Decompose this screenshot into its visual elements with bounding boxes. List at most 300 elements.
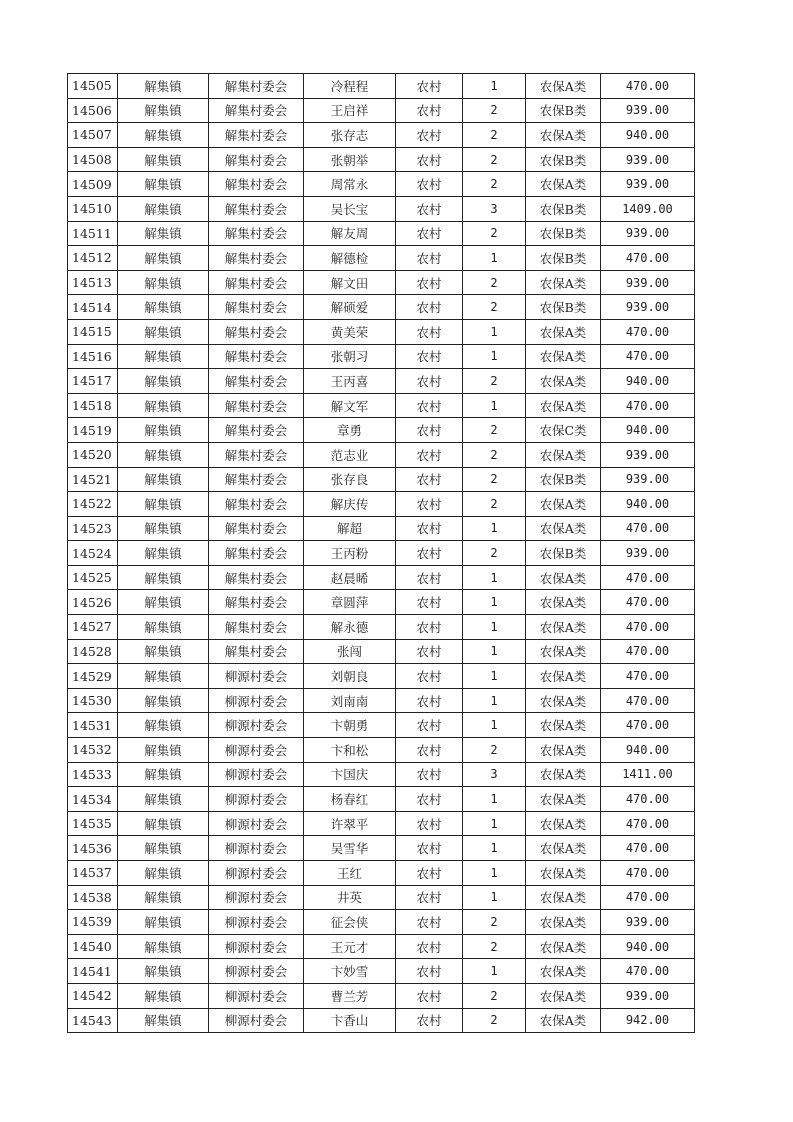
township-cell: 解集镇 [118, 246, 209, 271]
insurance-category-cell: 农保B类 [526, 147, 601, 172]
name-cell: 解超 [304, 516, 396, 541]
area-type-cell: 农村 [396, 467, 463, 492]
township-cell: 解集镇 [118, 885, 209, 910]
table-row [68, 811, 695, 836]
area-type-cell: 农村 [396, 762, 463, 787]
area-type-cell: 农村 [396, 172, 463, 197]
amount-cell: 470.00 [601, 344, 695, 369]
row-id-cell: 14527 [68, 615, 118, 640]
amount-cell: 939.00 [601, 910, 695, 935]
village-committee-cell: 解集村委会 [209, 639, 304, 664]
table-row [68, 344, 695, 369]
row-id-cell: 14542 [68, 983, 118, 1008]
insurance-category-cell: 农保B类 [526, 221, 601, 246]
name-cell: 刘南南 [304, 688, 396, 713]
name-cell: 解庆传 [304, 492, 396, 517]
household-count-cell: 1 [463, 319, 526, 344]
area-type-cell: 农村 [396, 688, 463, 713]
township-cell: 解集镇 [118, 172, 209, 197]
row-id-cell: 14534 [68, 787, 118, 812]
area-type-cell: 农村 [396, 983, 463, 1008]
table-row [68, 836, 695, 861]
name-cell: 范志业 [304, 442, 396, 467]
village-committee-cell: 解集村委会 [209, 541, 304, 566]
township-cell: 解集镇 [118, 98, 209, 123]
amount-cell: 939.00 [601, 442, 695, 467]
insurance-category-cell: 农保A类 [526, 74, 601, 99]
name-cell: 解文军 [304, 393, 396, 418]
row-id-cell: 14536 [68, 836, 118, 861]
row-id-cell: 14521 [68, 467, 118, 492]
village-committee-cell: 解集村委会 [209, 590, 304, 615]
insurance-category-cell: 农保A类 [526, 319, 601, 344]
village-committee-cell: 柳源村委会 [209, 713, 304, 738]
amount-cell: 470.00 [601, 688, 695, 713]
area-type-cell: 农村 [396, 418, 463, 443]
household-count-cell: 1 [463, 664, 526, 689]
area-type-cell: 农村 [396, 713, 463, 738]
village-committee-cell: 柳源村委会 [209, 934, 304, 959]
name-cell: 章圆萍 [304, 590, 396, 615]
row-id-cell: 14537 [68, 861, 118, 886]
row-id-cell: 14508 [68, 147, 118, 172]
household-count-cell: 2 [463, 467, 526, 492]
area-type-cell: 农村 [396, 98, 463, 123]
village-committee-cell: 解集村委会 [209, 467, 304, 492]
insurance-category-cell: 农保A类 [526, 836, 601, 861]
village-committee-cell: 解集村委会 [209, 123, 304, 148]
household-count-cell: 2 [463, 934, 526, 959]
township-cell: 解集镇 [118, 836, 209, 861]
amount-cell: 470.00 [601, 246, 695, 271]
name-cell: 杨春红 [304, 787, 396, 812]
table-row [68, 319, 695, 344]
name-cell: 卞和松 [304, 738, 396, 763]
area-type-cell: 农村 [396, 369, 463, 394]
name-cell: 卞香山 [304, 1008, 396, 1033]
area-type-cell: 农村 [396, 221, 463, 246]
table-row [68, 910, 695, 935]
household-count-cell: 1 [463, 590, 526, 615]
table-row [68, 983, 695, 1008]
household-count-cell: 2 [463, 369, 526, 394]
household-count-cell: 2 [463, 221, 526, 246]
township-cell: 解集镇 [118, 123, 209, 148]
amount-cell: 470.00 [601, 836, 695, 861]
table-row [68, 861, 695, 886]
household-count-cell: 2 [463, 738, 526, 763]
name-cell: 曹兰芳 [304, 983, 396, 1008]
name-cell: 卞朝勇 [304, 713, 396, 738]
row-id-cell: 14510 [68, 196, 118, 221]
table-row [68, 565, 695, 590]
table-row [68, 664, 695, 689]
insurance-category-cell: 农保A类 [526, 1008, 601, 1033]
insurance-category-cell: 农保C类 [526, 418, 601, 443]
amount-cell: 470.00 [601, 885, 695, 910]
household-count-cell: 1 [463, 246, 526, 271]
village-committee-cell: 柳源村委会 [209, 885, 304, 910]
name-cell: 周常永 [304, 172, 396, 197]
village-committee-cell: 解集村委会 [209, 492, 304, 517]
amount-cell: 470.00 [601, 861, 695, 886]
household-count-cell: 1 [463, 836, 526, 861]
table-row [68, 787, 695, 812]
table-row [68, 98, 695, 123]
township-cell: 解集镇 [118, 369, 209, 394]
name-cell: 解文田 [304, 270, 396, 295]
household-count-cell: 3 [463, 196, 526, 221]
row-id-cell: 14528 [68, 639, 118, 664]
insurance-category-cell: 农保A类 [526, 885, 601, 910]
name-cell: 许翠平 [304, 811, 396, 836]
table-body [68, 74, 695, 1033]
village-committee-cell: 柳源村委会 [209, 910, 304, 935]
township-cell: 解集镇 [118, 418, 209, 443]
village-committee-cell: 解集村委会 [209, 344, 304, 369]
row-id-cell: 14533 [68, 762, 118, 787]
amount-cell: 470.00 [601, 811, 695, 836]
table-row [68, 541, 695, 566]
township-cell: 解集镇 [118, 590, 209, 615]
amount-cell: 940.00 [601, 369, 695, 394]
insurance-category-cell: 农保A类 [526, 983, 601, 1008]
area-type-cell: 农村 [396, 541, 463, 566]
township-cell: 解集镇 [118, 344, 209, 369]
village-committee-cell: 解集村委会 [209, 246, 304, 271]
row-id-cell: 14530 [68, 688, 118, 713]
village-committee-cell: 柳源村委会 [209, 762, 304, 787]
insurance-category-cell: 农保A类 [526, 861, 601, 886]
insurance-category-cell: 农保A类 [526, 934, 601, 959]
township-cell: 解集镇 [118, 147, 209, 172]
amount-cell: 939.00 [601, 983, 695, 1008]
row-id-cell: 14516 [68, 344, 118, 369]
table-row [68, 221, 695, 246]
name-cell: 章勇 [304, 418, 396, 443]
township-cell: 解集镇 [118, 861, 209, 886]
household-count-cell: 2 [463, 983, 526, 1008]
row-id-cell: 14520 [68, 442, 118, 467]
household-count-cell: 1 [463, 565, 526, 590]
amount-cell: 940.00 [601, 418, 695, 443]
village-committee-cell: 柳源村委会 [209, 959, 304, 984]
area-type-cell: 农村 [396, 885, 463, 910]
table-row [68, 467, 695, 492]
household-count-cell: 1 [463, 811, 526, 836]
table-row [68, 639, 695, 664]
amount-cell: 939.00 [601, 147, 695, 172]
area-type-cell: 农村 [396, 270, 463, 295]
insurance-category-cell: 农保B类 [526, 98, 601, 123]
name-cell: 征会侠 [304, 910, 396, 935]
table-row [68, 762, 695, 787]
name-cell: 王红 [304, 861, 396, 886]
name-cell: 吴雪华 [304, 836, 396, 861]
village-committee-cell: 解集村委会 [209, 147, 304, 172]
household-count-cell: 2 [463, 172, 526, 197]
name-cell: 解永德 [304, 615, 396, 640]
name-cell: 吴长宝 [304, 196, 396, 221]
amount-cell: 470.00 [601, 319, 695, 344]
row-id-cell: 14540 [68, 934, 118, 959]
insurance-category-cell: 农保A类 [526, 738, 601, 763]
insurance-category-cell: 农保A类 [526, 615, 601, 640]
table-row [68, 713, 695, 738]
insurance-category-cell: 农保B类 [526, 295, 601, 320]
amount-cell: 1411.00 [601, 762, 695, 787]
amount-cell: 470.00 [601, 664, 695, 689]
village-committee-cell: 柳源村委会 [209, 983, 304, 1008]
household-count-cell: 2 [463, 1008, 526, 1033]
table-row [68, 172, 695, 197]
household-count-cell: 1 [463, 516, 526, 541]
area-type-cell: 农村 [396, 861, 463, 886]
name-cell: 解硕爱 [304, 295, 396, 320]
village-committee-cell: 解集村委会 [209, 418, 304, 443]
area-type-cell: 农村 [396, 319, 463, 344]
insurance-category-cell: 农保A类 [526, 959, 601, 984]
area-type-cell: 农村 [396, 442, 463, 467]
row-id-cell: 14541 [68, 959, 118, 984]
township-cell: 解集镇 [118, 541, 209, 566]
household-count-cell: 1 [463, 639, 526, 664]
name-cell: 张朝习 [304, 344, 396, 369]
area-type-cell: 农村 [396, 393, 463, 418]
area-type-cell: 农村 [396, 74, 463, 99]
name-cell: 解德检 [304, 246, 396, 271]
table-row [68, 393, 695, 418]
township-cell: 解集镇 [118, 664, 209, 689]
township-cell: 解集镇 [118, 615, 209, 640]
amount-cell: 939.00 [601, 467, 695, 492]
area-type-cell: 农村 [396, 492, 463, 517]
insurance-category-cell: 农保B类 [526, 196, 601, 221]
township-cell: 解集镇 [118, 713, 209, 738]
name-cell: 张朝举 [304, 147, 396, 172]
village-committee-cell: 柳源村委会 [209, 811, 304, 836]
household-count-cell: 1 [463, 74, 526, 99]
insurance-category-cell: 农保A类 [526, 787, 601, 812]
village-committee-cell: 解集村委会 [209, 196, 304, 221]
name-cell: 张闯 [304, 639, 396, 664]
township-cell: 解集镇 [118, 811, 209, 836]
name-cell: 张存良 [304, 467, 396, 492]
table-row [68, 74, 695, 99]
insurance-category-cell: 农保A类 [526, 172, 601, 197]
township-cell: 解集镇 [118, 910, 209, 935]
insurance-category-cell: 农保A类 [526, 639, 601, 664]
name-cell: 井英 [304, 885, 396, 910]
amount-cell: 1409.00 [601, 196, 695, 221]
village-committee-cell: 解集村委会 [209, 615, 304, 640]
area-type-cell: 农村 [396, 516, 463, 541]
household-count-cell: 1 [463, 615, 526, 640]
table-row [68, 295, 695, 320]
insurance-category-cell: 农保A类 [526, 688, 601, 713]
village-committee-cell: 柳源村委会 [209, 836, 304, 861]
area-type-cell: 农村 [396, 910, 463, 935]
insurance-category-cell: 农保A类 [526, 713, 601, 738]
name-cell: 王丙喜 [304, 369, 396, 394]
township-cell: 解集镇 [118, 196, 209, 221]
row-id-cell: 14518 [68, 393, 118, 418]
row-id-cell: 14525 [68, 565, 118, 590]
household-count-cell: 2 [463, 123, 526, 148]
household-count-cell: 2 [463, 270, 526, 295]
table-row [68, 270, 695, 295]
village-committee-cell: 解集村委会 [209, 74, 304, 99]
village-committee-cell: 解集村委会 [209, 172, 304, 197]
insurance-category-cell: 农保A类 [526, 369, 601, 394]
area-type-cell: 农村 [396, 246, 463, 271]
row-id-cell: 14505 [68, 74, 118, 99]
township-cell: 解集镇 [118, 983, 209, 1008]
township-cell: 解集镇 [118, 492, 209, 517]
household-count-cell: 2 [463, 98, 526, 123]
table-row [68, 516, 695, 541]
row-id-cell: 14511 [68, 221, 118, 246]
area-type-cell: 农村 [396, 738, 463, 763]
village-committee-cell: 解集村委会 [209, 319, 304, 344]
insurance-category-cell: 农保A类 [526, 270, 601, 295]
township-cell: 解集镇 [118, 959, 209, 984]
amount-cell: 939.00 [601, 172, 695, 197]
household-count-cell: 2 [463, 910, 526, 935]
township-cell: 解集镇 [118, 1008, 209, 1033]
insurance-category-cell: 农保B类 [526, 246, 601, 271]
table-row [68, 492, 695, 517]
area-type-cell: 农村 [396, 147, 463, 172]
household-count-cell: 1 [463, 688, 526, 713]
row-id-cell: 14515 [68, 319, 118, 344]
area-type-cell: 农村 [396, 811, 463, 836]
household-count-cell: 1 [463, 713, 526, 738]
area-type-cell: 农村 [396, 959, 463, 984]
household-count-cell: 2 [463, 147, 526, 172]
row-id-cell: 14526 [68, 590, 118, 615]
row-id-cell: 14531 [68, 713, 118, 738]
township-cell: 解集镇 [118, 295, 209, 320]
insurance-category-cell: 农保A类 [526, 516, 601, 541]
area-type-cell: 农村 [396, 123, 463, 148]
area-type-cell: 农村 [396, 664, 463, 689]
amount-cell: 470.00 [601, 959, 695, 984]
subsidy-table [67, 73, 695, 1033]
insurance-category-cell: 农保A类 [526, 565, 601, 590]
area-type-cell: 农村 [396, 836, 463, 861]
household-count-cell: 1 [463, 393, 526, 418]
insurance-category-cell: 农保B类 [526, 467, 601, 492]
row-id-cell: 14513 [68, 270, 118, 295]
insurance-category-cell: 农保A类 [526, 910, 601, 935]
amount-cell: 940.00 [601, 934, 695, 959]
name-cell: 卞国庆 [304, 762, 396, 787]
table-row [68, 1008, 695, 1033]
village-committee-cell: 解集村委会 [209, 516, 304, 541]
village-committee-cell: 解集村委会 [209, 442, 304, 467]
household-count-cell: 1 [463, 885, 526, 910]
row-id-cell: 14524 [68, 541, 118, 566]
village-committee-cell: 解集村委会 [209, 393, 304, 418]
village-committee-cell: 解集村委会 [209, 98, 304, 123]
insurance-category-cell: 农保A类 [526, 442, 601, 467]
household-count-cell: 1 [463, 787, 526, 812]
township-cell: 解集镇 [118, 270, 209, 295]
amount-cell: 470.00 [601, 393, 695, 418]
household-count-cell: 2 [463, 492, 526, 517]
name-cell: 卞妙雪 [304, 959, 396, 984]
household-count-cell: 2 [463, 418, 526, 443]
table-row [68, 196, 695, 221]
amount-cell: 939.00 [601, 98, 695, 123]
amount-cell: 470.00 [601, 787, 695, 812]
area-type-cell: 农村 [396, 565, 463, 590]
household-count-cell: 1 [463, 344, 526, 369]
amount-cell: 470.00 [601, 615, 695, 640]
village-committee-cell: 解集村委会 [209, 221, 304, 246]
township-cell: 解集镇 [118, 639, 209, 664]
village-committee-cell: 柳源村委会 [209, 664, 304, 689]
table-row [68, 959, 695, 984]
amount-cell: 940.00 [601, 123, 695, 148]
amount-cell: 470.00 [601, 565, 695, 590]
village-committee-cell: 柳源村委会 [209, 1008, 304, 1033]
amount-cell: 939.00 [601, 541, 695, 566]
insurance-category-cell: 农保A类 [526, 393, 601, 418]
area-type-cell: 农村 [396, 1008, 463, 1033]
village-committee-cell: 柳源村委会 [209, 861, 304, 886]
village-committee-cell: 柳源村委会 [209, 787, 304, 812]
area-type-cell: 农村 [396, 295, 463, 320]
name-cell: 黄美荣 [304, 319, 396, 344]
row-id-cell: 14522 [68, 492, 118, 517]
village-committee-cell: 解集村委会 [209, 295, 304, 320]
township-cell: 解集镇 [118, 565, 209, 590]
row-id-cell: 14532 [68, 738, 118, 763]
table-row [68, 615, 695, 640]
row-id-cell: 14506 [68, 98, 118, 123]
row-id-cell: 14517 [68, 369, 118, 394]
insurance-category-cell: 农保A类 [526, 492, 601, 517]
amount-cell: 939.00 [601, 270, 695, 295]
table-row [68, 147, 695, 172]
township-cell: 解集镇 [118, 74, 209, 99]
insurance-category-cell: 农保A类 [526, 590, 601, 615]
township-cell: 解集镇 [118, 442, 209, 467]
amount-cell: 470.00 [601, 639, 695, 664]
name-cell: 解友周 [304, 221, 396, 246]
row-id-cell: 14509 [68, 172, 118, 197]
insurance-category-cell: 农保A类 [526, 762, 601, 787]
township-cell: 解集镇 [118, 319, 209, 344]
name-cell: 王元才 [304, 934, 396, 959]
amount-cell: 470.00 [601, 590, 695, 615]
village-committee-cell: 柳源村委会 [209, 688, 304, 713]
amount-cell: 470.00 [601, 74, 695, 99]
township-cell: 解集镇 [118, 688, 209, 713]
table-row [68, 885, 695, 910]
township-cell: 解集镇 [118, 762, 209, 787]
household-count-cell: 1 [463, 861, 526, 886]
insurance-category-cell: 农保A类 [526, 344, 601, 369]
area-type-cell: 农村 [396, 639, 463, 664]
township-cell: 解集镇 [118, 467, 209, 492]
amount-cell: 940.00 [601, 492, 695, 517]
insurance-category-cell: 农保B类 [526, 541, 601, 566]
name-cell: 冷程程 [304, 74, 396, 99]
village-committee-cell: 解集村委会 [209, 270, 304, 295]
